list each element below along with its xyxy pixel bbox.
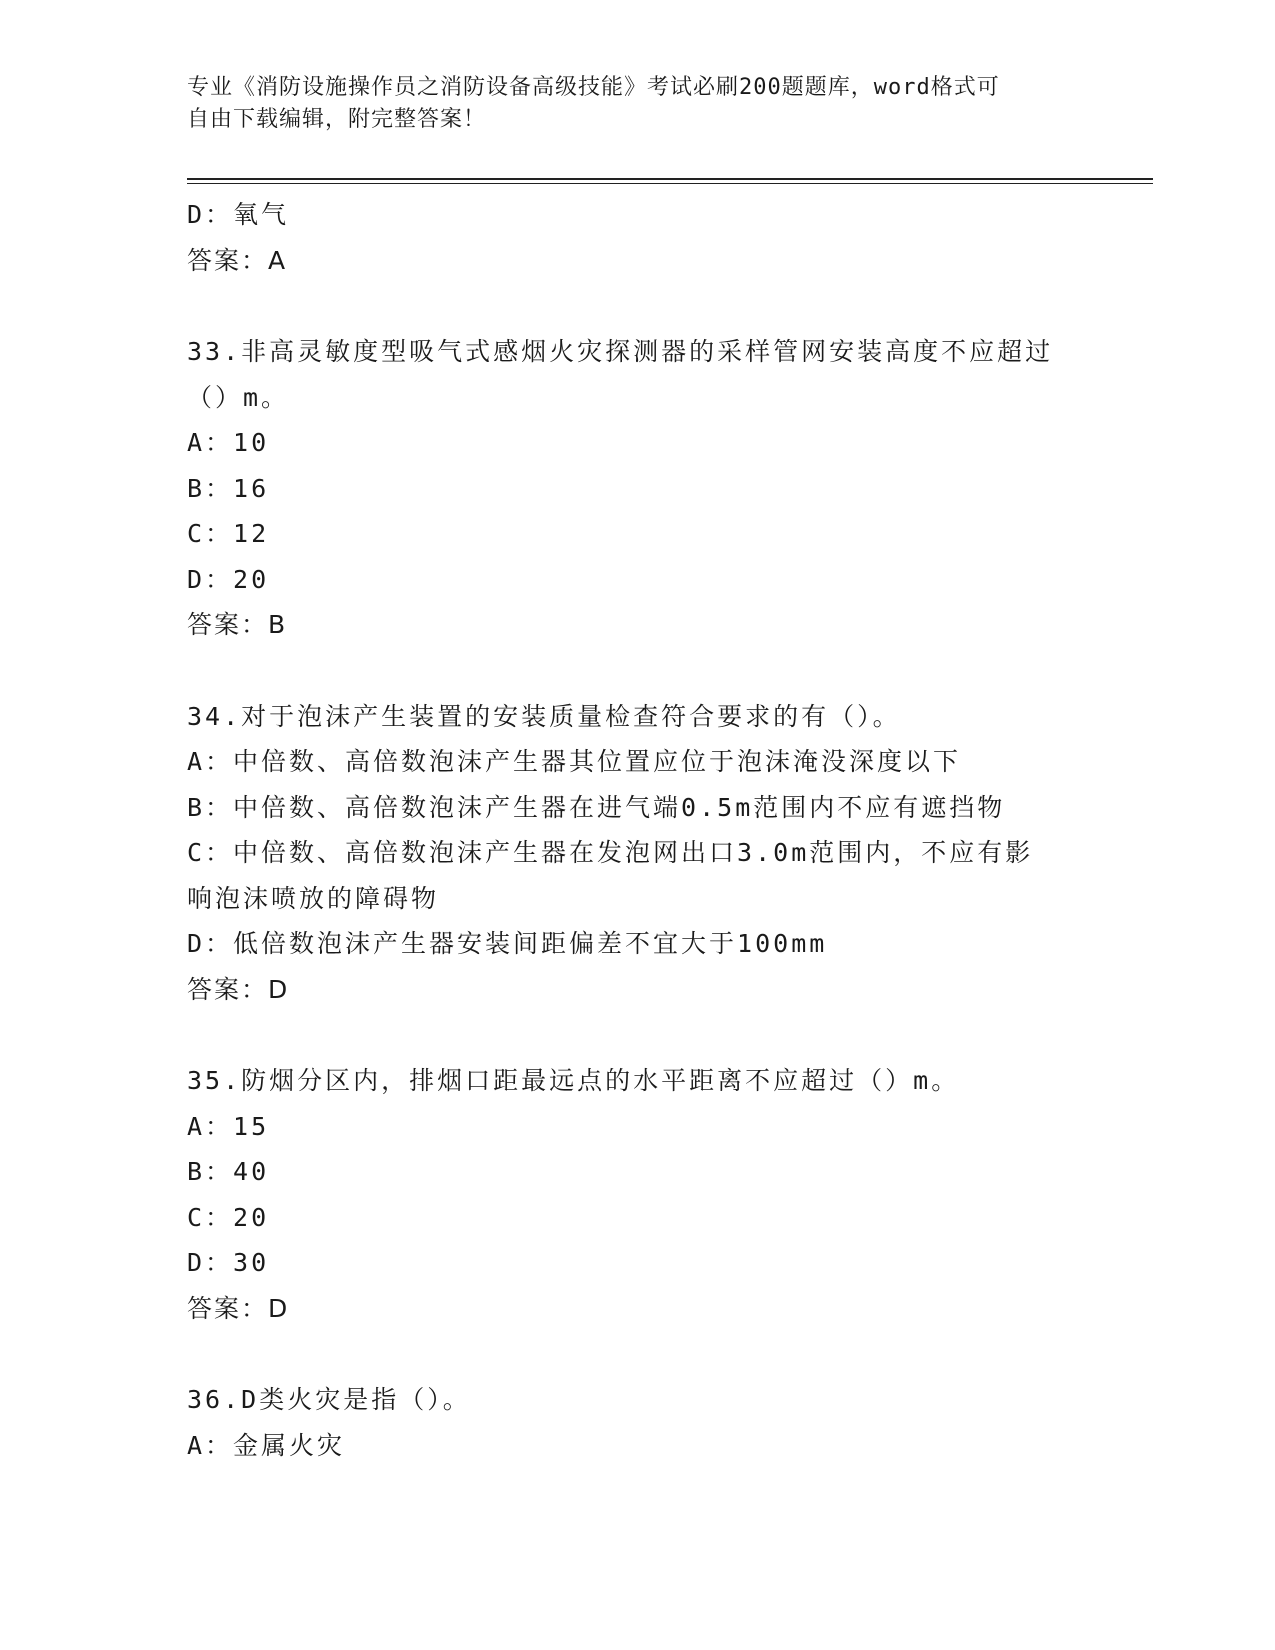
question-block-33 (187, 329, 1087, 648)
question-block-prev (187, 192, 1087, 283)
question-stem: 36.D类火灾是指（）。 (187, 1385, 471, 1414)
option-a: A：10 (187, 428, 270, 457)
spacer (187, 1012, 1087, 1058)
question-stem: 33.非高灵敏度型吸气式感烟火灾探测器的采样管网安装高度不应超过 (187, 337, 1054, 366)
option-b: B：中倍数、高倍数泡沫产生器在进气端0.5m范围内不应有遮挡物 (187, 792, 1006, 822)
question-block-36 (187, 1377, 1087, 1468)
answer-label: 答案：A (187, 245, 288, 275)
answer-label: 答案：B (187, 610, 288, 639)
option-d: D：20 (187, 564, 270, 594)
option-c: C：12 (187, 519, 270, 548)
header-divider-thick (187, 178, 1153, 180)
option-b: B：16 (187, 473, 270, 503)
option-b: B：40 (187, 1157, 270, 1186)
question-block-34 (187, 694, 1087, 1013)
option-d: D：氧气 (187, 200, 290, 229)
option-a: A：中倍数、高倍数泡沫产生器其位置应位于泡沫淹没深度以下 (187, 747, 962, 776)
option-d: D：30 (187, 1248, 270, 1277)
document-header (187, 72, 1067, 136)
option-d: D：低倍数泡沫产生器安装间距偏差不宜大于100mm (187, 929, 828, 958)
header-line-2: 自由下载编辑，附完整答案！ (187, 107, 487, 132)
question-stem: 35.防烟分区内，排烟口距最远点的水平距离不应超过（）m。 (187, 1066, 960, 1095)
question-list (187, 192, 1087, 1468)
answer-label: 答案：D (187, 974, 290, 1004)
option-a: A：金属火灾 (187, 1430, 346, 1460)
spacer (187, 283, 1087, 329)
option-a: A：15 (187, 1111, 270, 1141)
question-block-35 (187, 1058, 1087, 1331)
option-c-continued: 响泡沫喷放的障碍物 (187, 883, 440, 913)
question-stem-continued: （）m。 (187, 382, 290, 412)
option-c: C：20 (187, 1202, 270, 1232)
header-divider-thin (187, 183, 1153, 184)
option-c: C：中倍数、高倍数泡沫产生器在发泡网出口3.0m范围内，不应有影 (187, 838, 1034, 867)
answer-label: 答案：D (187, 1293, 290, 1323)
question-stem: 34.对于泡沫产生装置的安装质量检查符合要求的有（）。 (187, 701, 901, 731)
spacer (187, 648, 1087, 694)
spacer (187, 1331, 1087, 1377)
header-line-1: 专业《消防设施操作员之消防设备高级技能》考试必刷200题题库，word格式可 (187, 75, 1000, 100)
